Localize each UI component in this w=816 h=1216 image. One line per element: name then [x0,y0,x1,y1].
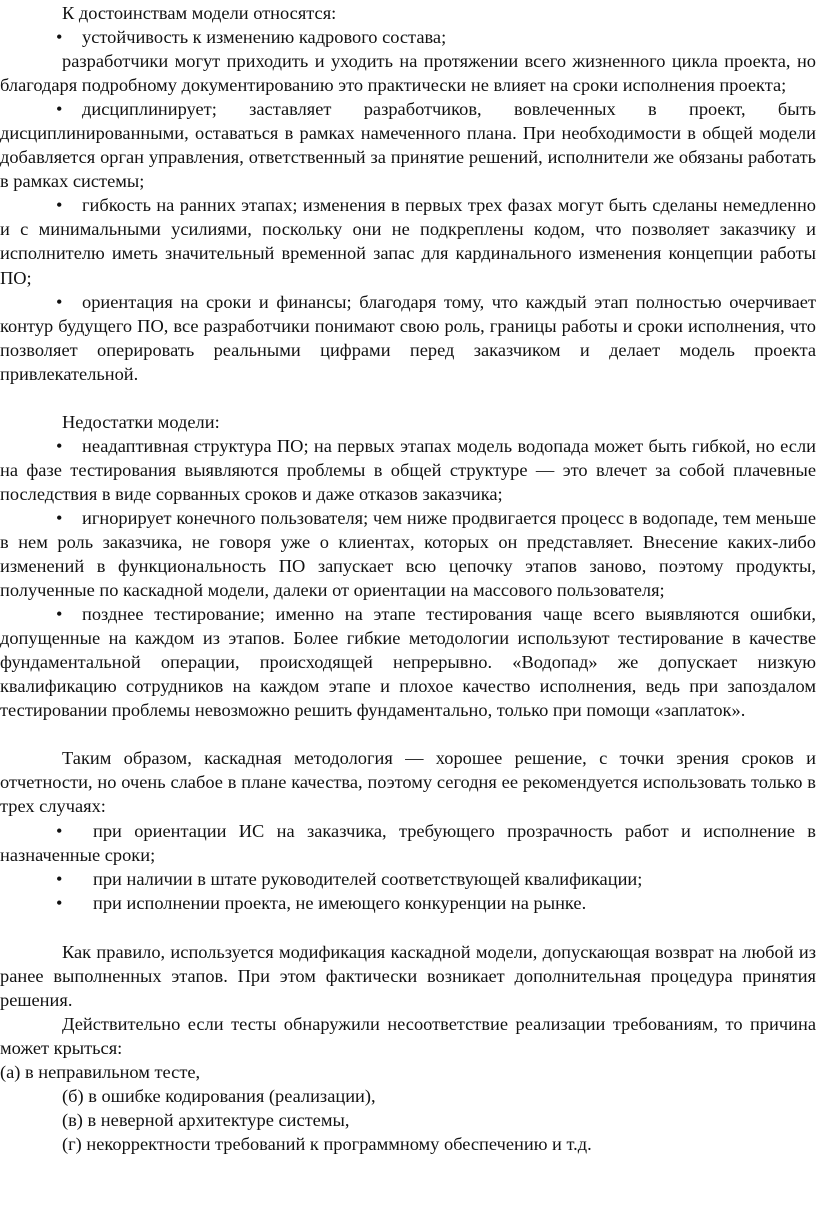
paragraph-gap [0,386,816,410]
cause-item: (г) некорректности требований к программному обеспечению и т.д. [62,1134,592,1155]
bullet-glyph: • [56,291,63,312]
bullet-glyph: • [56,507,63,528]
bullet-glyph: • [56,195,63,216]
usage-case-item [0,891,816,915]
advantages-heading: К достоинствам модели относятся: [62,3,337,23]
bullet-glyph: • [56,435,63,456]
usage-case-text: при исполнении проекта, не имеющего конкуренции на рынке. [93,892,587,913]
advantage-item-text: устойчивость к изменению кадрового состава; [82,27,447,48]
disadvantage-item-text: игнорирует конечного пользователя; чем ниже продвигается процесс в водопаде, тем меньше в нем роль заказчика, не говоря уже о клиентах, которых он представляет. Внесение каких-либо изменений в функциональность ПО запускает всю цепочку этапов заново, поэтому продукты, полученные по каскадной модели, далеки от ориентации на массового пользователя; [0,507,816,601]
advantage-item-text: дисциплинирует; заставляет разработчиков, вовлеченных в проект, быть дисциплинированными, оставаться в рамках намеченного плана. При необходимости в общей модели добавляется орган управления, ответственный за принятие решений, исполнители же обязаны работать в рамках системы; [0,99,816,192]
bullet-glyph: • [56,99,63,120]
usage-case-item [0,867,816,891]
bullet-glyph: • [56,820,63,841]
cause-item: (в) в неверной архитектуре системы, [62,1110,350,1131]
usage-case-text: при наличии в штате руководителей соответствующей квалификации; [93,868,643,889]
advantage-item-text: ориентация на сроки и финансы; благодаря тому, что каждый этап полностью очерчивает контур будущего ПО, все разработчики понимают свою роль, границы работы и сроки исполнения, что позволяет оперировать реальными цифрами перед заказчиком и делает модель проекта привлекательной. [0,291,816,384]
advantage-item [0,193,816,289]
conclusion-paragraph: Таким образом, каскадная методология — хорошее решение, с точки зрения сроков и отчетности, но очень слабое в плане качества, поэтому сегодня ее рекомендуется использовать только в трех случаях: [0,748,816,817]
advantage-item [0,290,816,386]
modification-paragraph: Как правило, используется модификация каскадной модели, допускающая возврат на любой из ранее выполненных этапов. При этом фактически возникает дополнительная процедура принятия решения. [0,941,816,1010]
disadvantages-heading: Недостатки модели: [62,411,220,432]
bullet-glyph: • [56,604,63,625]
cause-item: (а) в неправильном тесте, [0,1061,201,1082]
bullet-glyph: • [56,27,63,48]
disadvantage-item [0,602,816,722]
advantage-item-text: гибкость на ранних этапах; изменения в первых трех фазах могут быть сделаны немедленно и с минимальными усилиями, поскольку они не подкреплены кодом, что позволяет заказчику и исполнителю иметь значительный временной запас для кардинального изменения концепции работы ПО; [0,195,816,288]
disadvantage-item [0,506,816,602]
disadvantage-item-text: неадаптивная структура ПО; на первых этапах модель водопада может быть гибкой, но если на фазе тестирования выявляются проблемы в общей структуре — это влечет за собой плачевные последствия в виде сорванных сроков и даже отказов заказчика; [0,435,816,504]
paragraph-gap [0,915,816,940]
disadvantage-item [0,434,816,506]
bullet-glyph: • [56,868,63,889]
advantage-item [0,97,816,193]
cause-item: (б) в ошибке кодирования (реализации), [62,1085,376,1106]
bullet-glyph: • [56,892,63,913]
disadvantage-item-text: позднее тестирование; именно на этапе тестирования чаще всего выявляются ошибки, допущенные на каждом из этапов. Более гибкие методологии используют тестирование в качестве фундаментальной операции, происходящей непрерывно. «Водопад» же допускает низкую квалификацию сотрудников на каждом этапе и плохое качество исполнения, ведь при запоздалом тестировании проблемы невозможно решить фундаментально, только при помощи «заплаток». [0,604,816,721]
usage-case-item [0,819,816,867]
advantage-continuation: разработчики могут приходить и уходить на протяжении всего жизненного цикла проекта, но благодаря подробному документированию это практически не влияет на сроки исполнения проекта; [0,51,816,96]
usage-case-text: при ориентации ИС на заказчика, требующего прозрачность работ и исполнение в назначенные сроки; [0,820,816,865]
paragraph-gap [0,722,816,746]
advantage-item [0,25,816,49]
causes-intro-paragraph: Действительно если тесты обнаружили несоответствие реализации требованиям, то причина может крыться: [0,1013,816,1058]
